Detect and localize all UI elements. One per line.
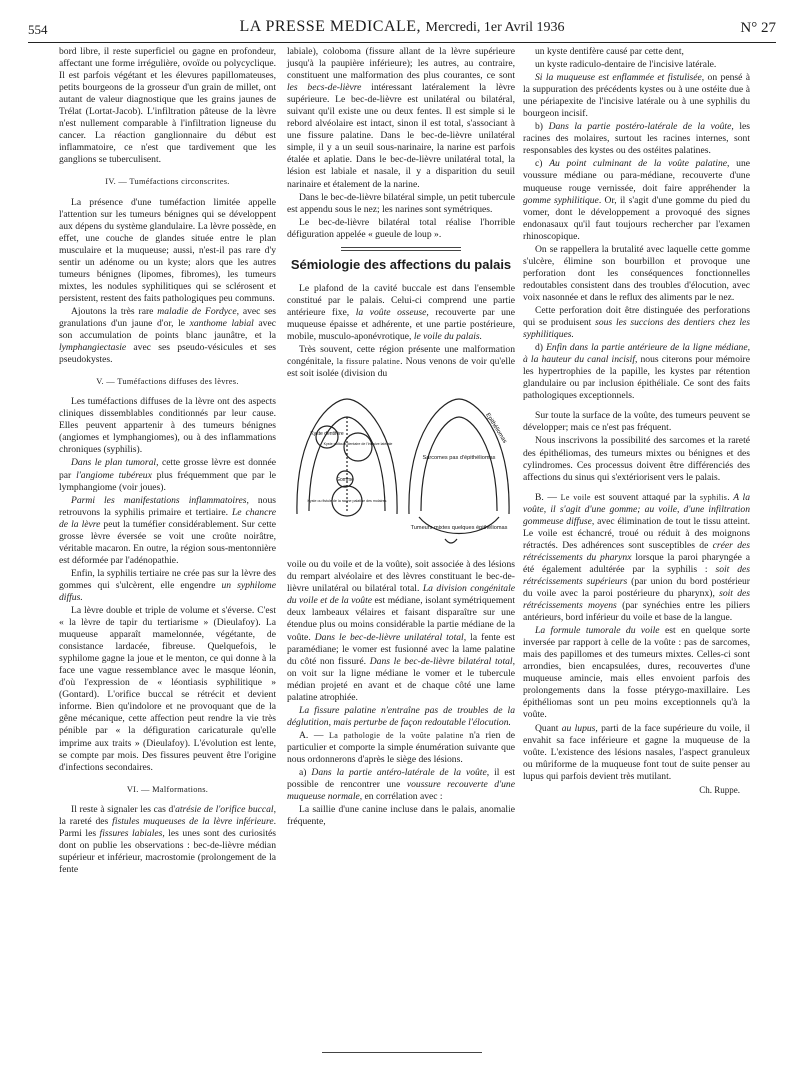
column-1 <box>59 46 276 877</box>
paragraph: Sur toute la surface de la voûte, des tumeurs peuvent se développer; mais ce n'est pas fréquent. <box>523 410 750 434</box>
paragraph: On se rappellera la brutalité avec laquelle cette gomme s'ulcère, élimine son bourbillon et provoque une perforation dont les conséquences fonctionnelles redoutables consistent dans des troubles d'élocution, avec voix nasonnée et dans le reflux des aliments par le nez. <box>523 243 750 303</box>
paragraph: B. — Le voile est souvent attaqué par la syphilis. A la voûte, il s'agit d'une gomme; au voile, d'une infiltration gommeuse diffuse, avec élimination de tout le tissu atteint. Le voile est échancré, troué ou réduit à des moignons rétractés. Des adhérences sont susceptibles de créer des rétrécissements du pharynx lorsque la paroi pharyngée a été également adultérée par la syphilis : soit des rétrécissements supérieurs (par union du bord postérieur du voile avec la paroi postérieure du pharynx), soit des rétrécissements moyens (par synéchies entre les piliers antérieurs, bord inférieur du voile et base de la langue. <box>523 491 751 624</box>
issue-date: Mercredi, 1er Avril 1936 <box>425 20 565 35</box>
paragraph: La lèvre double et triple de volume et s'éverse. C'est « la lèvre de tapir du tertiarisme » (Dieulafoy). La muqueuse apparaît mamelonnée, végétante, de consistance lardacée, fibreuse. Quelquefois, le syphilome gagne la joue et le menton, ce qui donne à la face une vague ressemblance avec le masque léonin, d'où l'expression de « léontiasis syphilitique » (Gontard). L'orifice buccal se rétrécit et devient informe. Bien qu'indolore et ne provoquant que de la gêne mécanique, cette affection peut rendre la vie très pénible par « la défiguration caricaturale qu'elle imprime aux traits » (Dieulafoy). L'évolution est lente, se compte par mois. Des fissures peuvent être l'origine d'infections secondaires. <box>59 605 276 773</box>
end-rule <box>322 1052 482 1053</box>
decorative-rule <box>341 247 461 251</box>
paragraph: Parmi les manifestations inflammatoires, nous retrouvons la syphilis primaire et tertiaire. Le chancre de la lèvre peut la tuméfier considérablement. Sur cette grosse lèvre éversée se voit une croûte noirâtre, véritable macaron. En outre, la région sous-mentonnière est déformée par l'adénopathie. <box>59 494 277 566</box>
journal-name: LA PRESSE MEDICALE, <box>239 18 422 35</box>
paragraph: Quant au lupus, parti de la face supérieure du voile, il envahit sa face inférieure et gagne la muqueuse de la voûte. L'existence des lésions nasales, l'aspect granuleux ou mûriforme de la muqueuse font tout de suite penser au lupus qui parfois devient très mutilant. <box>523 722 750 782</box>
paragraph: La saillie d'une canine incluse dans le palais, anomalie fréquente, <box>287 804 515 828</box>
fig-label: Kyste radiculo-dentaire de l'incisive latérale <box>323 442 393 447</box>
running-title <box>28 18 776 36</box>
author-signature: Ch. Ruppe. <box>699 784 740 795</box>
paragraph: Si la muqueuse est enflammée et fistulisée, on pensé à la suppuration des précédents kystes ou à une ostéite due à une périapexite de l'incisive latérale ou à une syphilis du bourgeon incisif. <box>523 72 750 120</box>
issue-number: N° 27 <box>740 20 776 36</box>
section-title: Sémiologie des affections du palais <box>290 256 512 272</box>
section-heading-v: V. — Tuméfactions diffuses des lèvres. <box>96 377 239 387</box>
section-heading-vi: VI. — Malformations. <box>126 784 209 794</box>
fig-label: Kyste ou fistule de la racine palatine des molaires <box>307 499 387 504</box>
cyst-circle-2 <box>344 433 372 461</box>
paragraph: Ajoutons la très rare maladie de Fordyce, avec ses granulations d'un jaune d'or, le xanthome labial avec son accumulation de points blanc jaunâtre, et la lymphangiectasie avec ses pseudo-vésicules et ses pseudokystes. <box>59 305 276 366</box>
paragraph: A. — La pathologie de la voûte palatine n'a rien de particulier et comporte la simple énumération suivante que nous ordonnerons d'après le siège des lésions. <box>287 729 516 765</box>
paragraph: d) Enfin dans la partie antérieure de la ligne médiane, à la hauteur du canal incisif, nous citerons pour mémoire les hypertrophies de la papille, les kystes par rétention glandulaire ou par inclusion épithéliale. Ce sont des faits pathologiques exceptionnels. <box>523 342 751 402</box>
paragraph: un kyste radiculo-dentaire de l'incisive latérale. <box>535 59 717 71</box>
paragraph: un kyste dentifère causé par cette dent, <box>535 46 684 57</box>
paragraph: labiale), coloboma (fissure allant de la lèvre supérieure jusqu'à la paupière inférieure); les autres, au contraire, constituent une malformation des plus courantes, ce sont les becs-de-lièvre intéressant latéralement la lèvre supérieure. Le bec-de-lièvre est unilatéral ou bilatéral, suivant qu'il existe une ou deux fentes. Il est simple si le rebord alvéolaire est intact, sinon il est total, s'associant à une fissure palatine. Dans le bec-de-lièvre unilatéral simple, il y a un seuil sous-narinaire, la narine est parfois étalée et aplatie. Dans le bec-de-lièvre unilatéral total, la lésion est labiale et nasale, il y a disparition du seuil narinaire et étalement de la narine. <box>287 46 516 190</box>
section-heading-iv: IV. — Tuméfactions circonscrites. <box>105 177 230 187</box>
page-number: 554 <box>28 22 48 37</box>
paragraph: Enfin, la syphilis tertiaire ne crée pas sur la lèvre des gommes qui s'ulcèrent, elle engendre un syphilome diffus. <box>59 567 276 603</box>
column-2 <box>287 46 515 829</box>
paragraph: c) Au point culminant de la voûte palatine, une voussure médiane ou para-médiane, recouverte d'une muqueuse rouge vernissée, doit faire appréhender la gomme syphilitique. Or, il s'agit d'une gomme du pied du vomer, dont le développement a provoqué des signes endonasaux qu'il faut toujours rechercher par l'examen rhinoscopique. <box>523 158 751 242</box>
paragraph: Cette perforation doit être distinguée des perforations qui se produisent sous les succions des dentiers chez les syphilitiques. <box>523 304 750 341</box>
paragraph: b) Dans la partie postéro-latérale de la voûte, les racines des molaires, surtout les racines internes, sont responsables des kystes ou des ostéites palatines. <box>523 121 750 157</box>
fig-label: Gomme <box>336 477 354 484</box>
paragraph: Très souvent, cette région présente une malformation congénitale, la fissure palatine. Nous venons de voir qu'elle est soit isolée (division du <box>287 344 516 380</box>
paragraph: Le plafond de la cavité buccale est dans l'ensemble constitué par le palais. Celui-ci comprend une partie antérieure fixe, la voûte osseuse, recouverte par une muqueuse épaisse et adhérente, et une partie postérieure, mobile, musculo-aponévrotique, le voile du palais. <box>287 282 515 342</box>
page-header <box>28 18 776 42</box>
paragraph: voile ou du voile et de la voûte), soit associée à des lésions du rempart alvéolaire et des lèvres constituant le bec-de-lièvre unilatéral ou bilatéral total. La division congénitale du voile et de la voûte est médiane, isolant symétriquement deux lambeaux vélaires et faisant disparaître sur une étendue plus ou moins considérable la partie médiane de la voûte. Dans le bec-de-lièvre unilatéral total, la fente est paramédiane; le vomer est fusionné avec la lame palatine du côté non fissuré. Dans le bec-de-lièvre bilatéral total, on voit sur la ligne médiane le vomer et le tubercule médian projeté en avant et de chaque côté une lame palatine atrophiée. <box>287 559 515 703</box>
paragraph: Le bec-de-lièvre bilatéral total réalise l'horrible défiguration appelée « gueule de loup ». <box>287 216 515 240</box>
paragraph: La formule tumorale du voile est en quelque sorte inversée par rapport à celle de la voûte : pas de sarcomes, mais des papillomes et des tumeurs mixtes. Celles-ci sont arrondies, bien encapsulées, dures, recouvertes d'une muqueuse amincie, mais elles envoient parfois des prolongements dans la fosse ptérygo-maxillaire. Les épithéliomas sont un peu moins exceptionnels qu'à la voûte. <box>523 625 750 721</box>
paragraph: La fissure palatine n'entraîne pas de troubles de la déglutition, mais perturbe de façon redoutable l'élocution. <box>287 704 515 728</box>
paragraph: Nous inscrivons la possibilité des sarcomes et la rareté des épithéliomas, des tumeurs mixtes ou bénignes et des cylindromes. Ces processus doivent être différenciés des affections du sinus qui s'extériorisent vers le palais. <box>523 435 750 483</box>
paragraph: Les tuméfactions diffuses de la lèvre ont des aspects cliniques dissemblables conditionnés par leur cause. Elles peuvent appartenir à des tumeurs bénignes (angiomes et lymphangiomes), ou à des inflammations chroniques (syphilis). <box>59 396 276 456</box>
paragraph: Il reste à signaler les cas d'atrésie de l'orifice buccal, la rareté des fistules muqueuses de la lèvre inférieure. Parmi les fissures labiales, les unes sont des curiosités dont on publie les observations : bec-de-lièvre médian supérieur et inférieur, macrostomie (prolongement de la fente <box>59 803 277 875</box>
paragraph: Dans le bec-de-lièvre bilatéral simple, un petit tubercule est appendu sous le nez; les narines sont symétriques. <box>287 191 515 215</box>
paragraph: La présence d'une tuméfaction limitée appelle l'attention sur les tumeurs bénignes qui se développent aux dépens du système glandulaire. La lèvre possède, en effet, une couche de glandes située entre le plan musculaire et la muqueuse; aussi, n'est-il pas rare d'y sentir un adénome ou un kyste; alors que les autres tumeurs bénignes (lipomes, fibromes), les tumeurs mixtes, les nodules syphilitiques qui se sclérosent et persistent, restent des faits pathologiques peu communs. <box>59 196 276 304</box>
column-3 <box>523 46 750 796</box>
fig-label: Sarcomes pas d'épithéliomas <box>422 455 496 462</box>
paragraph: bord libre, il reste superficiel ou gagne en profondeur, affectant une forme irrégulière, ovoïde ou polycyclique. Il est parfois végétant et les élevures papillomateuses, petits bourgeons de la grosseur d'un grain de millet, ont autant de valeur diagnostique que les grains jaunes de Trélat (Lortat-Jacob). L'infiltration pâteuse de la lèvre n'est nullement comparable à l'infiltration ligneuse du cancer. La réaction ganglionnaire du début est inflammatoire, ce n'est que tardivement que les ganglions se tuberculisent. <box>59 46 276 166</box>
fig-label: Kyste dentifère <box>310 431 344 438</box>
paragraph: a) Dans la partie antéro-latérale de la voûte, il est possible de rencontrer une voussure recouverte d'une muqueuse normale, en corrélation avec : <box>287 767 516 803</box>
uvula-right <box>445 539 457 543</box>
palate-inner-right <box>421 417 497 511</box>
palate-diagram <box>287 389 513 549</box>
header-rule <box>28 42 776 43</box>
fig-label: Tumeurs mixtes quelques épithéliomas <box>410 525 508 532</box>
fig-label: Epithéliomas <box>484 412 508 445</box>
paragraph: Dans le plan tumoral, cette grosse lèvre est donnée par l'angiome tubéreux plus fréquemment que par le lymphangiome (voir joues). <box>59 457 276 493</box>
